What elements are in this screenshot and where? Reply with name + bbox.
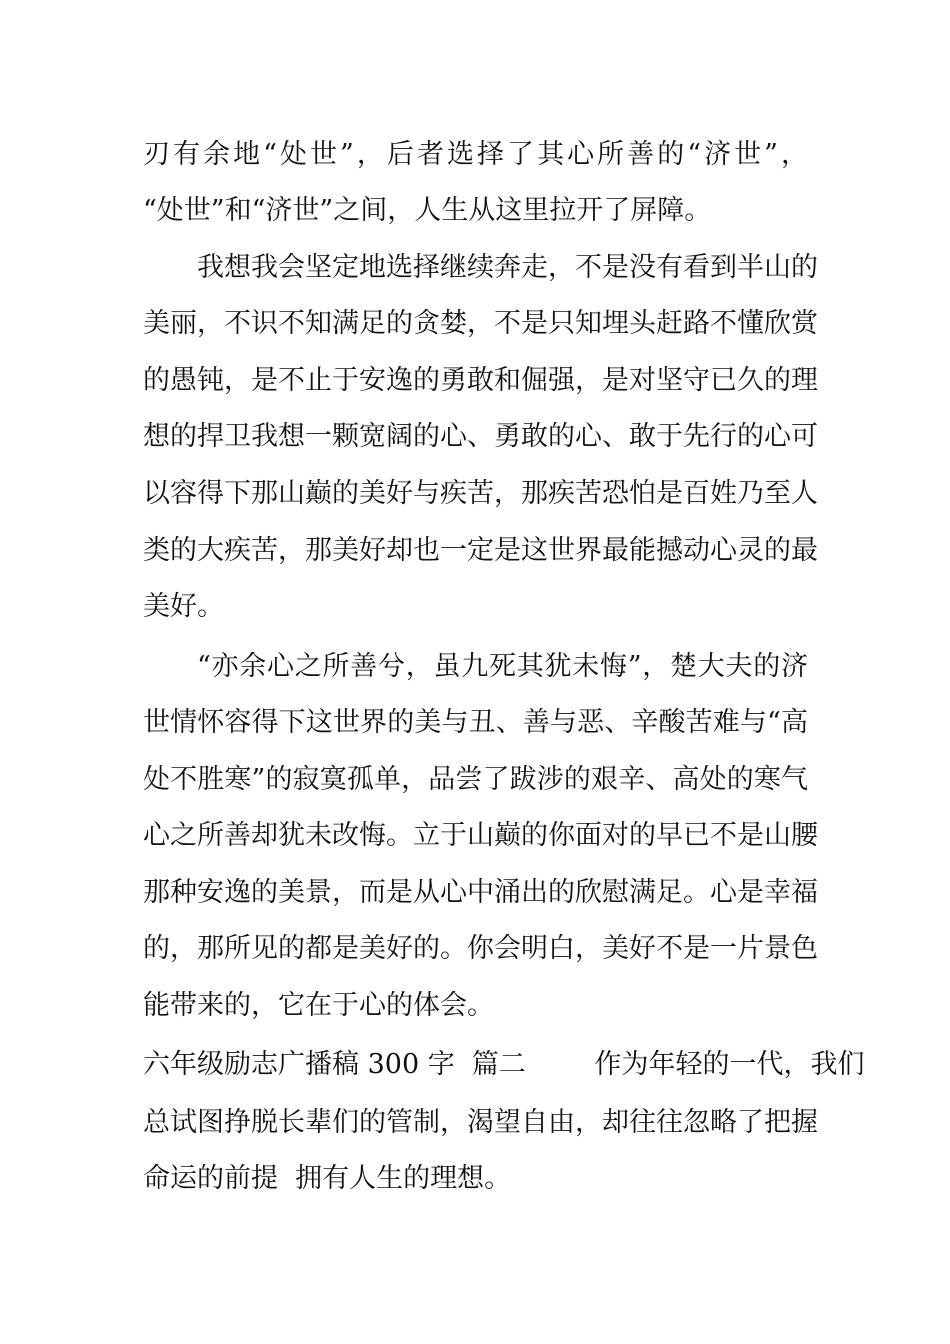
text-line: 命运的前提 拥有人生的理想。 [143, 1163, 512, 1194]
text-line: 那种安逸的美景，而是从心中涌出的欣慰满足。心是幸福 [143, 877, 818, 908]
text-line: 美丽，不识不知满足的贪婪，不是只知埋头赶路不懂欣赏 [143, 308, 818, 339]
text-line: 世情怀容得下这世界的美与丑、善与恶、辛酸苦难与“高 [143, 707, 808, 738]
text-line: 类的大疾苦，那美好却也一定是这世界最能撼动心灵的最 [143, 535, 818, 566]
text-line: “亦余心之所善兮，虽九死其犹未悔”，楚大夫的济 [197, 651, 808, 682]
text-line: 想的捍卫我想一颗宽阔的心、勇敢的心、敢于先行的心可 [143, 421, 818, 452]
text-line: 心之所善却犹未改悔。立于山巅的你面对的早已不是山腰 [143, 820, 818, 851]
text-line: 美好。 [143, 591, 224, 622]
text-line: 刃有余地“处世”，后者选择了其心所善的“济世”， [143, 139, 808, 170]
text-line: 的愚钝，是不止于安逸的勇敢和倔强，是对坚守已久的理 [143, 365, 818, 396]
text-line: 的，那所见的都是美好的。你会明白，美好不是一片景色 [143, 933, 818, 964]
text-line: 六年级励志广播稿 300 字 篇二 作为年轻的一代，我们 [143, 1049, 865, 1080]
text-line: 我想我会坚定地选择继续奔走，不是没有看到半山的 [197, 252, 818, 283]
text-line: 能带来的，它在于心的体会。 [143, 990, 494, 1021]
text-line: 处不胜寒”的寂寞孤单，品尝了跋涉的艰辛、高处的寒气 [143, 764, 808, 795]
text-line: “处世”和“济世”之间，人生从这里拉开了屏障。 [143, 195, 712, 226]
text-line: 以容得下那山巅的美好与疾苦，那疾苦恐怕是百姓乃至人 [143, 478, 818, 509]
text-line: 总试图挣脱长辈们的管制，渴望自由，却往往忽略了把握 [143, 1107, 818, 1138]
